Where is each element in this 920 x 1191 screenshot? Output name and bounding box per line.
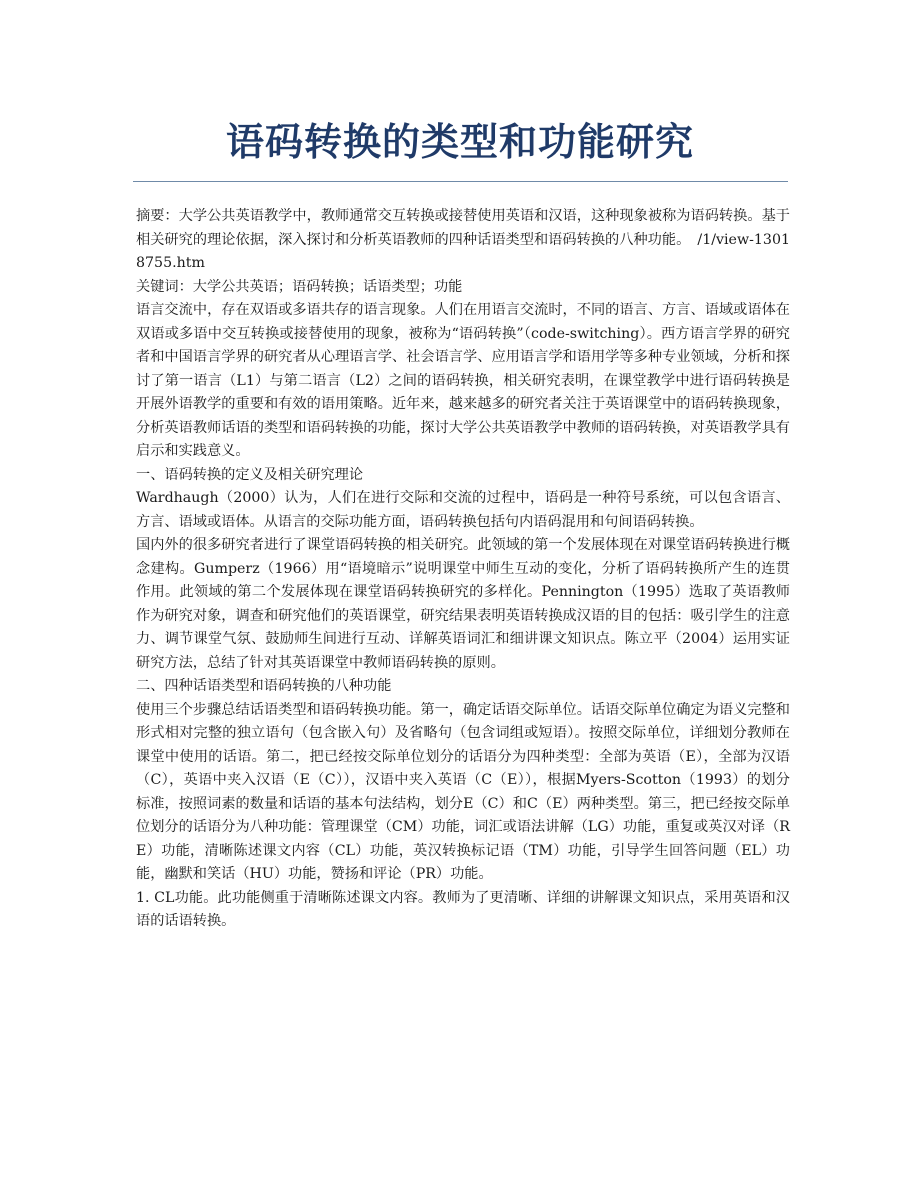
section-heading-1: 一、语码转换的定义及相关研究理论 — [136, 466, 364, 483]
abstract-paragraph: 摘要：大学公共英语教学中，教师通常交互转换或接替使用英语和汉语，这种现象被称为语码转换。基于相关研究的理论依据，深入探讨和分析英语教师的四种话语类型和语码转换的八种功能。 /1/view-13018755.htm — [136, 208, 790, 271]
body-paragraph: 1. CL功能。此功能侧重于清晰陈述课文内容。教师为了更清晰、详细的讲解课文知识点，采用英语和汉语的话语转换。 — [136, 889, 790, 929]
body-paragraph: 使用三个步骤总结话语类型和语码转换功能。第一，确定话语交际单位。话语交际单位确定为语义完整和形式相对完整的独立语句（包含嵌入句）及省略句（包含词组或短语）。按照交际单位，详细划分教师在课堂中使用的话语。第二，把已经按交际单位划分的话语分为四种类型：全部为英语（E），全部为汉语（C），英语中夹入汉语（E（C）），汉语中夹入英语（C（E）），根据Myers-Scotton（1993）的划分标准，按照词素的数量和话语的基本句法结构，划分E（C）和C（E）两种类型。第三，把已经按交际单位划分的话语分为八种功能：管理课堂（CM）功能，词汇或语法讲解（LG）功能，重复或英汉对译（RE）功能，清晰陈述课文内容（CL）功能，英汉转换标记语（TM）功能，引导学生回答问题（EL）功能，幽默和笑话（HU）功能，赞扬和评论（PR）功能。 — [136, 701, 790, 882]
page-title: 语码转换的类型和功能研究 — [225, 120, 694, 164]
keywords-line: 关键词：大学公共英语；语码转换；话语类型；功能 — [136, 278, 463, 295]
document-body — [136, 205, 790, 934]
body-paragraph: Wardhaugh（2000）认为，人们在进行交际和交流的过程中，语码是一种符号系统，可以包含语言、方言、语域或语体。从语言的交际功能方面，语码转换包括句内语码混用和句间语码转换。 — [136, 490, 790, 530]
intro-paragraph: 语言交流中，存在双语或多语共存的语言现象。人们在用语言交流时，不同的语言、方言、语域或语体在双语或多语中交互转换或接替使用的现象，被称为“语码转换”（code-switching）。西方语言学界的研究者和中国语言学界的研究者从心理语言学、社会语言学、应用语言学和语用学等多种专业领域，分析和探讨了第一语言（L1）与第二语言（L2）之间的语码转换，相关研究表明，在课堂教学中进行语码转换是开展外语教学的重要和有效的语用策略。近年来，越来越多的研究者关注于英语课堂中的语码转换现象，分析英语教师话语的类型和语码转换的功能，探讨大学公共英语教学中教师的语码转换，对英语教学具有启示和实践意义。 — [136, 302, 790, 459]
section-heading-2: 二、四种话语类型和语码转换的八种功能 — [136, 678, 392, 694]
body-paragraph: 国内外的很多研究者进行了课堂语码转换的相关研究。此领域的第一个发展体现在对课堂语码转换进行概念建构。Gumperz（1966）用“语境暗示”说明课堂中师生互动的变化，分析了语码转换所产生的连贯作用。此领域的第二个发展体现在课堂语码转换研究的多样化。Pennington（1995）选取了英语教师作为研究对象，调查和研究他们的英语课堂，研究结果表明英语转换成汉语的目的包括：吸引学生的注意力、调节课堂气氛、鼓励师生间进行互动、详解英语词汇和细讲课文知识点。陈立平（2004）运用实证研究方法，总结了针对其英语课堂中教师语码转换的原则。 — [136, 537, 790, 671]
title-divider — [133, 181, 788, 182]
